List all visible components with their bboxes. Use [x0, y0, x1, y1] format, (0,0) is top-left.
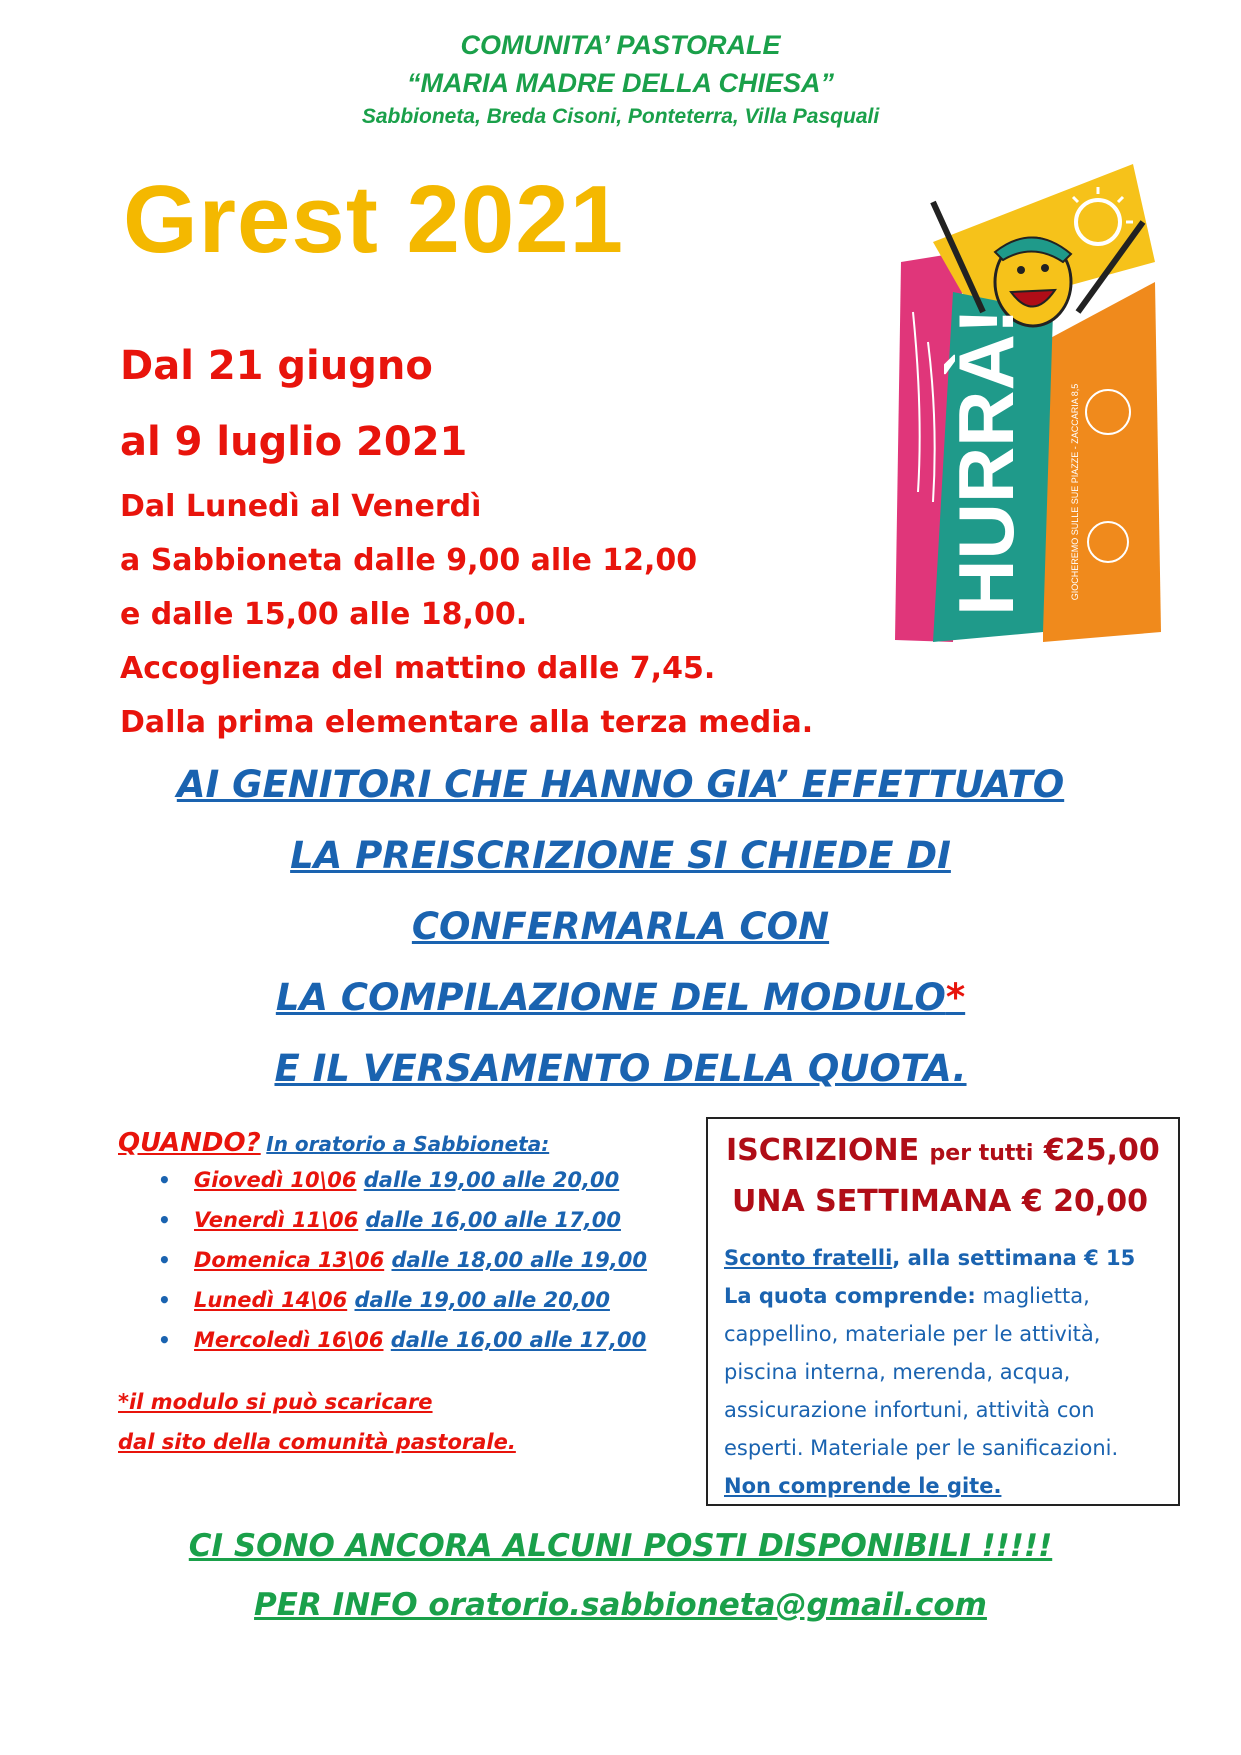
list-item — [150, 1200, 647, 1240]
iscrizione-label: ISCRIZIONE — [726, 1133, 920, 1168]
schedule-title: QUANDO? — [118, 1128, 261, 1158]
community-name: COMUNITA’ PASTORALE — [460, 30, 781, 60]
date-from: Dal 21 giugno — [120, 343, 433, 389]
iscrizione-mid: per tutti — [929, 1141, 1034, 1166]
list-item — [150, 1240, 647, 1280]
list-item — [150, 1160, 647, 1200]
schedule-list — [150, 1160, 647, 1360]
hurra-logo — [893, 162, 1163, 652]
notice-line-5: E IL VERSAMENTO DELLA QUOTA. — [274, 1047, 967, 1090]
excluded-note: Non comprende le gite. — [724, 1474, 1002, 1498]
schedule-day: Mercoledì 16\06 — [194, 1328, 384, 1352]
quota-label: La quota comprende: — [724, 1284, 976, 1308]
schedule-day: Giovedì 10\06 — [194, 1168, 357, 1192]
date-to: al 9 luglio 2021 — [120, 419, 468, 465]
community-subtitle: “MARIA MADRE DELLA CHIESA” — [407, 68, 834, 98]
pricing-details — [724, 1239, 1168, 1505]
schedule-heading — [118, 1128, 549, 1158]
pricing-box — [706, 1117, 1180, 1506]
iscrizione-amount: €25,00 — [1043, 1133, 1160, 1168]
notice-line-1: AI GENITORI CHE HANNO GIA’ EFFETTUATO — [176, 763, 1065, 806]
logo-small-text: GIOCHEREMO SULLE SUE PIAZZE - ZACCARIA 8,5 — [1070, 383, 1080, 601]
list-item — [150, 1280, 647, 1320]
sconto-rest: , alla settimana € 15 — [892, 1246, 1136, 1270]
detail-welcome: Accoglienza del mattino dalle 7,45. — [120, 651, 716, 686]
bullet-icon: • — [158, 1328, 171, 1352]
schedule-day: Domenica 13\06 — [194, 1248, 385, 1272]
availability-note: CI SONO ANCORA ALCUNI POSTI DISPONIBILI !!!!! — [188, 1528, 1053, 1564]
schedule-time: dalle 19,00 alle 20,00 — [354, 1288, 610, 1312]
bullet-icon: • — [158, 1288, 171, 1312]
iscrizione-price — [726, 1133, 1160, 1168]
bullet-icon: • — [158, 1168, 171, 1192]
community-locations: Sabbioneta, Breda Cisoni, Ponteterra, Villa Pasquali — [361, 105, 880, 128]
schedule-day: Lunedì 14\06 — [194, 1288, 348, 1312]
bullet-icon: • — [158, 1208, 171, 1232]
page-title: Grest 2021 — [123, 166, 625, 273]
sconto-label: Sconto fratelli — [724, 1246, 893, 1270]
schedule-time: dalle 16,00 alle 17,00 — [365, 1208, 621, 1232]
detail-afternoon-hours: e dalle 15,00 alle 18,00. — [120, 597, 528, 632]
module-note-line-2: dal sito della comunità pastorale. — [118, 1430, 516, 1454]
module-note-line-1: *il modulo si può scaricare — [118, 1390, 433, 1414]
schedule-time: dalle 16,00 alle 17,00 — [390, 1328, 647, 1352]
notice-line-2: LA PREISCRIZIONE SI CHIEDE DI — [290, 834, 951, 877]
bullet-icon: • — [158, 1248, 171, 1272]
notice-line-4-text: LA COMPILAZIONE DEL MODULO — [275, 976, 946, 1019]
notice-star: * — [945, 976, 966, 1019]
notice-line-4 — [0, 975, 1241, 1021]
schedule-location: In oratorio a Sabbioneta: — [266, 1132, 550, 1156]
schedule-time: dalle 19,00 alle 20,00 — [363, 1168, 620, 1192]
week-price: UNA SETTIMANA € 20,00 — [732, 1184, 1149, 1219]
list-item — [150, 1320, 647, 1360]
detail-ages: Dalla prima elementare alla terza media. — [120, 705, 814, 740]
contact-info: PER INFO oratorio.sabbioneta@gmail.com — [254, 1587, 987, 1623]
logo-text: HURRÀ! — [942, 308, 1030, 616]
schedule-time: dalle 18,00 alle 19,00 — [391, 1248, 647, 1272]
detail-days: Dal Lunedì al Venerdì — [120, 489, 482, 524]
notice-line-3: CONFERMARLA CON — [411, 905, 830, 948]
schedule-day: Venerdì 11\06 — [194, 1208, 359, 1232]
detail-morning-hours: a Sabbioneta dalle 9,00 alle 12,00 — [120, 543, 698, 578]
quota-text: maglietta, cappellino, materiale per le attività, piscina interna, merenda, acqua, assicurazione infortuni, attività con esperti. Materiale per le sanificazioni. — [724, 1284, 1119, 1460]
